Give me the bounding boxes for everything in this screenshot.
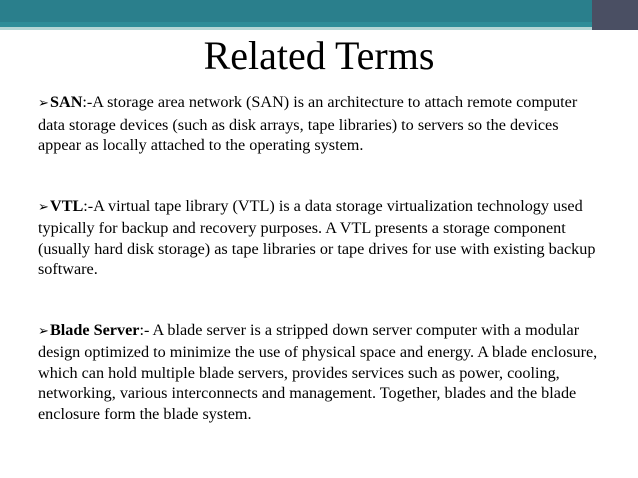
header-teal-band [0, 0, 592, 22]
definition-text-san: A storage area network (SAN) is an architecture to attach remote computer data storage devices (such as disk arrays, tape libraries) to servers so the devices appear as locally attached to the operating system. [38, 93, 578, 154]
term-san: SAN [50, 93, 83, 111]
definition-san [38, 92, 598, 156]
header-corner-block [592, 0, 638, 30]
slide-body [38, 92, 598, 424]
term-vtl: VTL [50, 196, 84, 215]
definition-text-blade-server: A blade server is a stripped down server computer with a modular design optimized to minimize the use of physical space and energy. A blade enclosure, which can hold multiple blade servers, provides services such as power, cooling, networking, various interconnects and management. Together, blades and the blade enclosure form the blade system. [38, 320, 598, 423]
definition-blade-server [38, 320, 598, 425]
definition-vtl [38, 196, 598, 280]
arrow-bullet-icon: ➢ [38, 199, 49, 215]
arrow-bullet-icon: ➢ [38, 96, 49, 111]
header-accent-stripe-inner [0, 22, 592, 27]
arrow-bullet-icon: ➢ [38, 323, 49, 339]
header-accent-stripe [0, 22, 638, 30]
term-separator: :- [82, 93, 93, 111]
term-separator: :- [139, 320, 153, 339]
term-separator: :- [83, 196, 94, 215]
term-blade-server: Blade Server [50, 320, 140, 339]
definition-text-vtl: A virtual tape library (VTL) is a data storage virtualization technology used typically for backup and recovery purposes. A VTL presents a storage component (usually hard disk storage) as tape libraries or tape drives for use with existing backup software. [38, 196, 596, 278]
slide-title: Related Terms [203, 33, 435, 78]
